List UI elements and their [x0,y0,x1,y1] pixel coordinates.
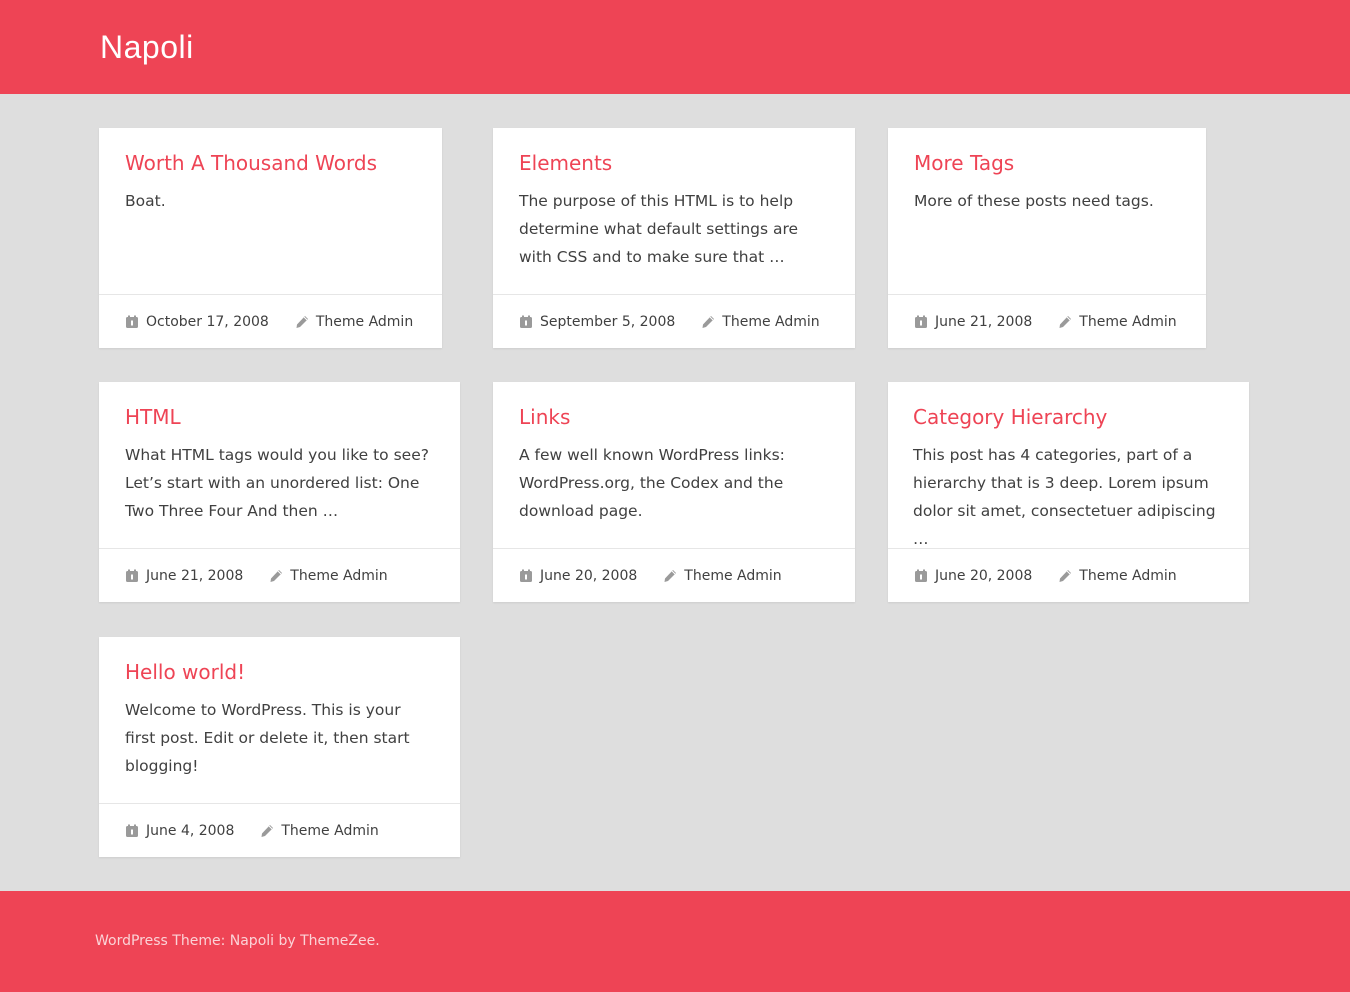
post-title[interactable]: Category Hierarchy [913,405,1108,429]
pencil-icon [260,824,274,838]
pencil-icon [1058,569,1072,583]
post-content [493,382,855,549]
footer-suffix: . [375,933,380,949]
calendar-icon [125,569,139,583]
pencil-icon [663,569,677,583]
post-author-link[interactable]: Theme Admin [315,313,414,330]
site-header [0,0,1350,94]
pencil-icon [1058,315,1072,329]
post-card [99,382,460,602]
post-excerpt: What HTML tags would you like to see? Let’s start with an unordered list: One Two Three Four And then … [125,446,429,520]
post-content [99,382,460,549]
post-excerpt: Boat. [125,192,166,210]
post-title[interactable]: HTML [125,405,181,429]
post-content [888,128,1206,295]
post-card [493,382,855,602]
calendar-icon [914,315,928,329]
post-author-link[interactable]: Theme Admin [722,313,820,330]
post-title[interactable]: Worth A Thousand Words [125,151,378,175]
post-date [125,314,269,330]
post-content [888,382,1249,549]
post-author [701,314,819,330]
post-excerpt: The purpose of this HTML is to help determine what default settings are with CSS and to make sure that … [519,192,799,266]
post-meta [888,549,1249,602]
post-date [914,568,1032,584]
post-date-link[interactable]: June 21, 2008 [146,567,244,584]
calendar-icon [914,569,928,583]
post-date [125,568,243,584]
post-content [99,128,442,295]
post-excerpt: Welcome to WordPress. This is your first post. Edit or delete it, then start blogging! [125,701,410,775]
post-author [295,314,413,330]
post-card [99,128,442,348]
post-title[interactable]: More Tags [914,151,1015,175]
post-excerpt: A few well known WordPress links: WordPress.org, the Codex and the download page. [519,446,785,520]
calendar-icon [519,569,533,583]
post-author [269,568,387,584]
post-date [519,314,675,330]
post-meta [493,549,855,602]
post-excerpt: This post has 4 categories, part of a hierarchy that is 3 deep. Lorem ipsum dolor sit amet, consectetuer adipiscing … [913,446,1216,548]
post-date-link[interactable]: September 5, 2008 [540,313,676,330]
pencil-icon [701,315,715,329]
calendar-icon [519,315,533,329]
post-date [914,314,1032,330]
post-author-link[interactable]: Theme Admin [684,567,782,584]
post-author-link[interactable]: Theme Admin [1079,313,1177,330]
pencil-icon [269,569,283,583]
post-date-link[interactable]: June 20, 2008 [935,567,1033,584]
post-title[interactable]: Elements [519,151,613,175]
post-excerpt: More of these posts need tags. [914,192,1154,210]
footer-prefix: WordPress Theme: [95,933,230,949]
footer-author-link[interactable]: ThemeZee [300,933,376,949]
calendar-icon [125,824,139,838]
post-meta [99,804,460,857]
post-card [888,382,1249,602]
footer-theme-link[interactable]: Napoli [229,933,275,949]
footer-credit [95,933,380,949]
post-title[interactable]: Hello world! [125,660,246,684]
post-meta [99,549,460,602]
post-author [1058,314,1176,330]
pencil-icon [295,315,309,329]
post-title[interactable]: Links [519,405,571,429]
post-content [493,128,855,295]
post-author-link[interactable]: Theme Admin [290,567,388,584]
footer-by: by [274,933,301,949]
post-card [99,637,460,857]
post-meta [493,295,855,348]
post-date-link[interactable]: June 20, 2008 [540,567,638,584]
post-date [519,568,637,584]
post-date-link[interactable]: June 4, 2008 [146,822,235,839]
site-title[interactable]: Napoli [100,29,194,65]
post-meta [99,295,442,348]
post-author-link[interactable]: Theme Admin [1079,567,1177,584]
post-date [125,823,234,839]
site-footer [0,891,1350,992]
calendar-icon [125,315,139,329]
post-meta [888,295,1206,348]
post-author [663,568,781,584]
post-author-link[interactable]: Theme Admin [281,822,379,839]
post-author [1058,568,1176,584]
post-author [260,823,378,839]
post-date-link[interactable]: October 17, 2008 [146,313,269,330]
post-card [888,128,1206,348]
post-card [493,128,855,348]
post-content [99,637,460,804]
post-date-link[interactable]: June 21, 2008 [935,313,1033,330]
